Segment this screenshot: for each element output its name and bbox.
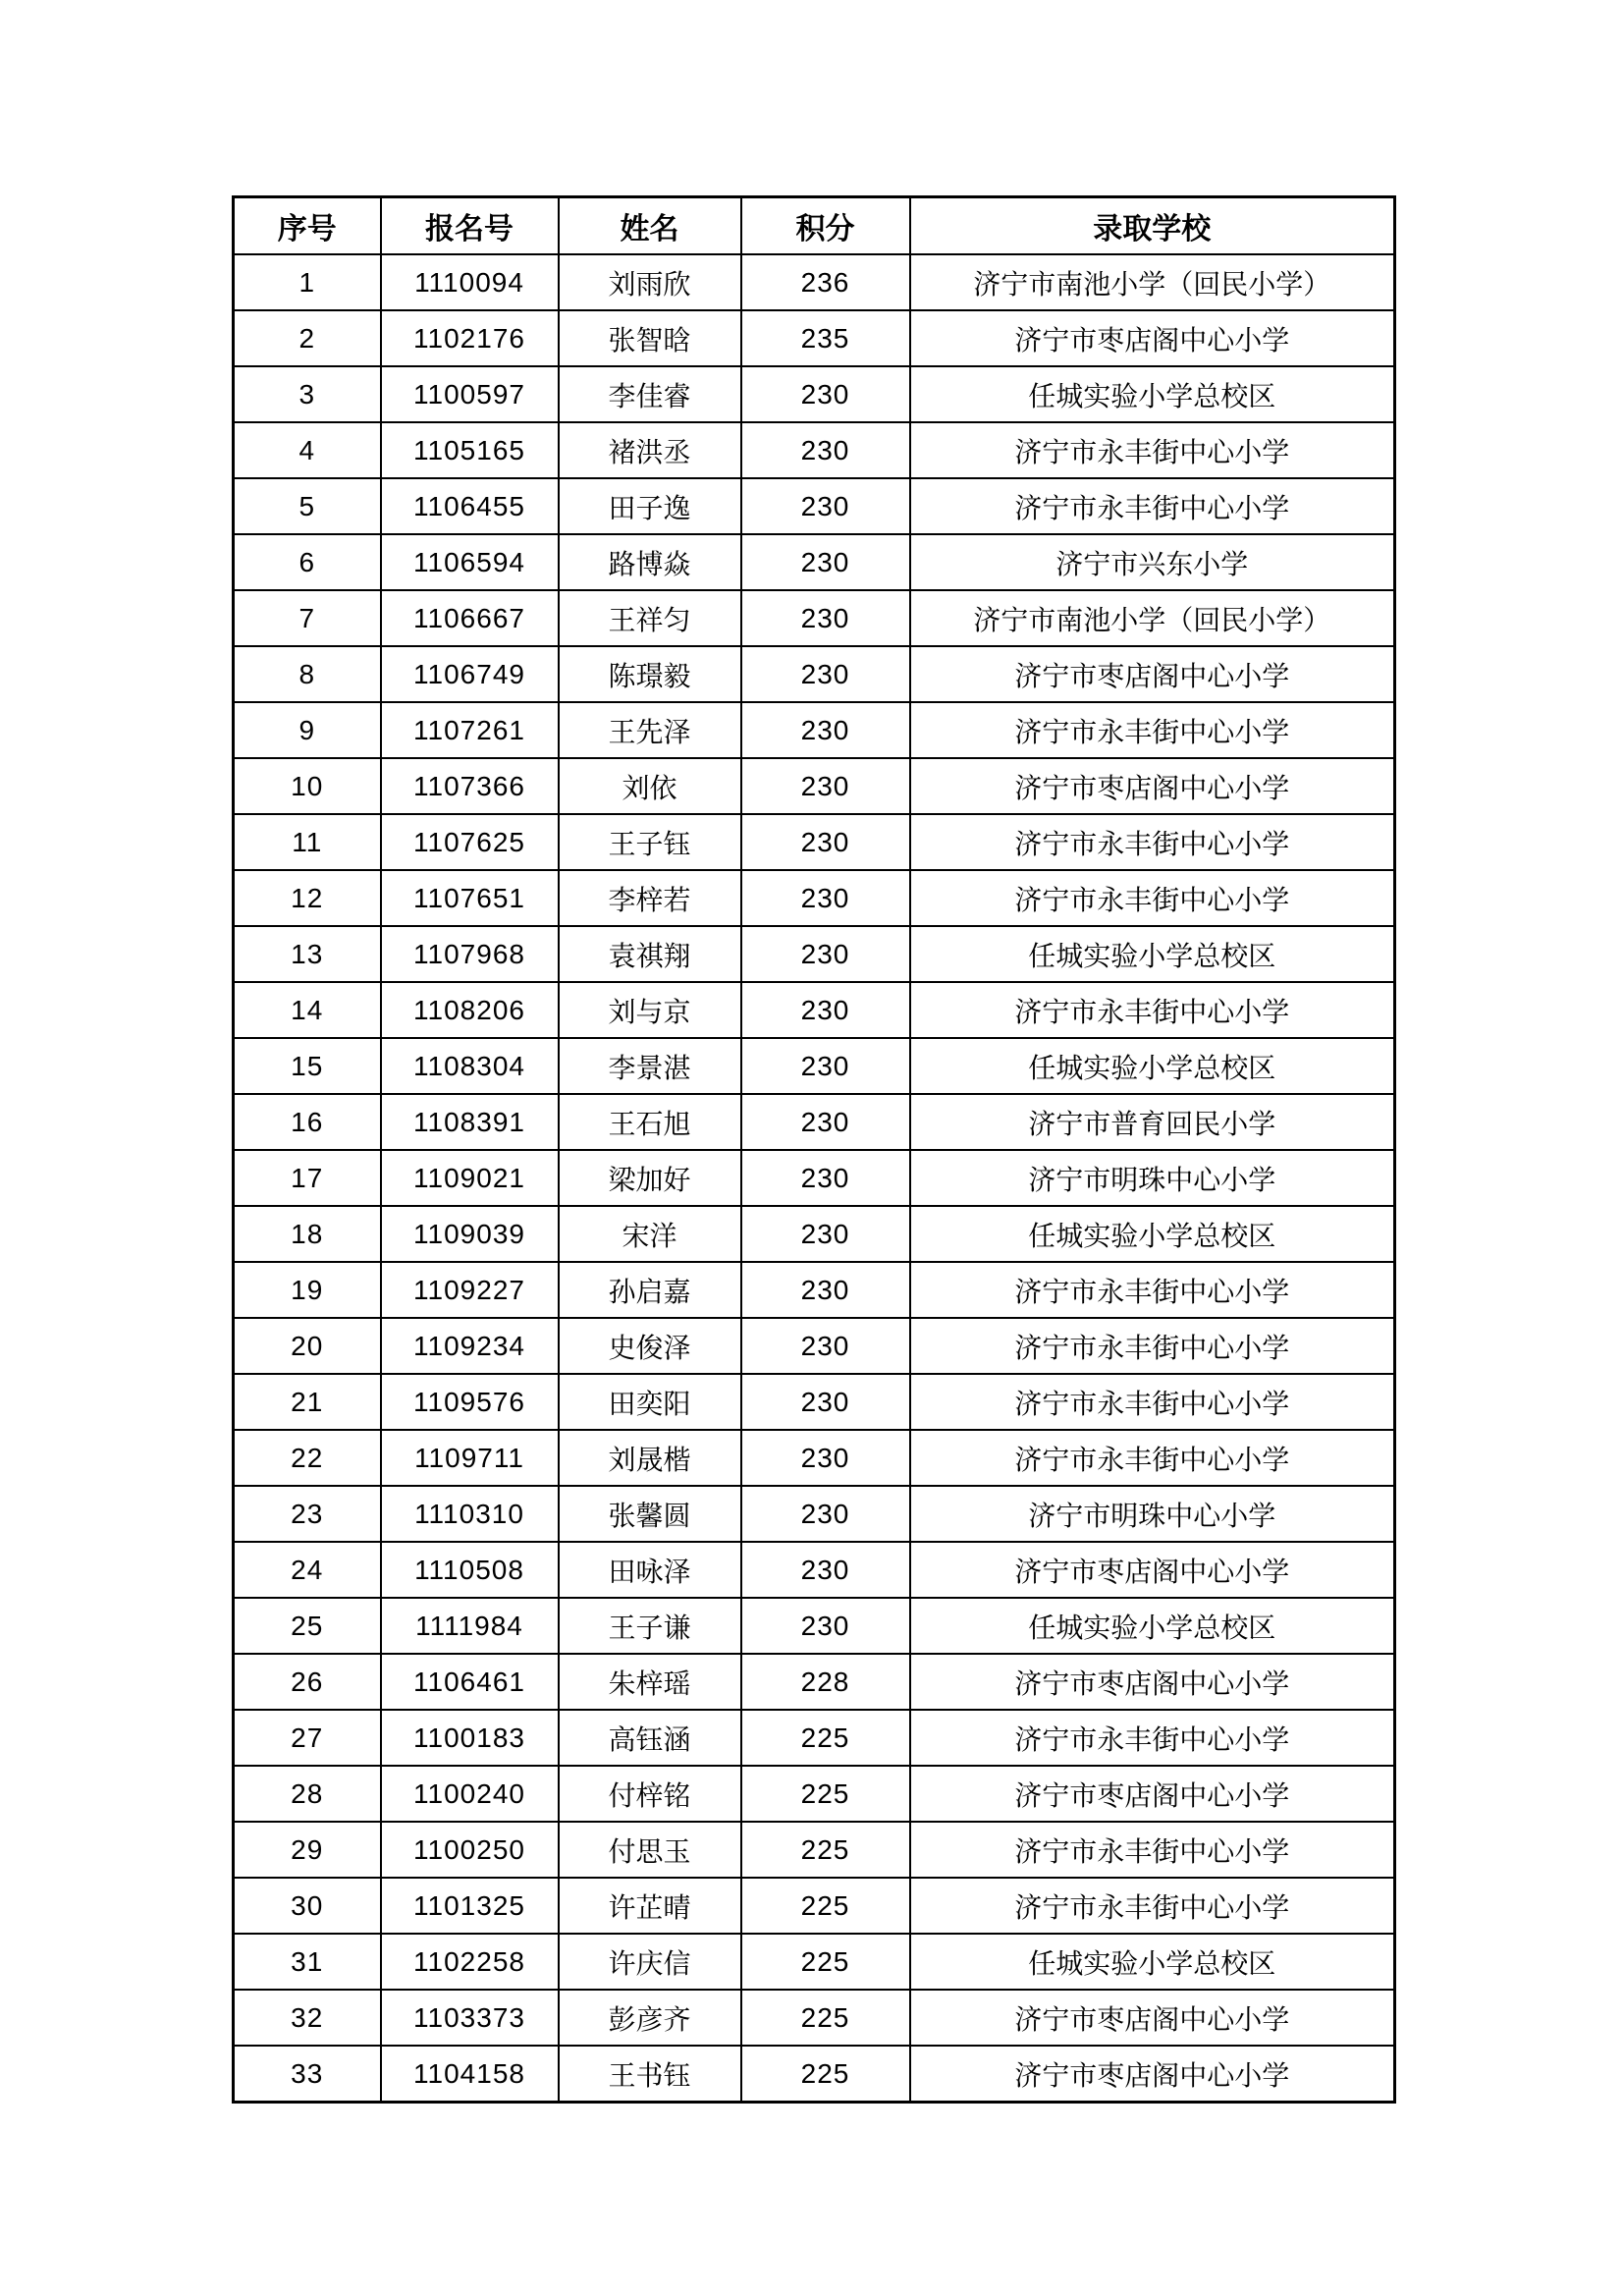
cell-index: 11 [234, 814, 381, 870]
cell-name: 田奕阳 [559, 1374, 741, 1430]
table-row [234, 1542, 1395, 1598]
cell-index: 12 [234, 870, 381, 926]
cell-index: 5 [234, 478, 381, 534]
cell-name: 王子钰 [559, 814, 741, 870]
cell-index: 27 [234, 1710, 381, 1766]
cell-score: 228 [741, 1654, 910, 1710]
table-row [234, 1822, 1395, 1878]
cell-name: 张馨圆 [559, 1486, 741, 1542]
cell-school: 济宁市永丰街中心小学 [910, 1262, 1395, 1318]
table-row [234, 590, 1395, 646]
cell-name: 李景湛 [559, 1038, 741, 1094]
cell-name: 孙启嘉 [559, 1262, 741, 1318]
cell-school: 任城实验小学总校区 [910, 1206, 1395, 1262]
cell-index: 31 [234, 1934, 381, 1990]
cell-name: 付思玉 [559, 1822, 741, 1878]
table-row [234, 982, 1395, 1038]
cell-school: 济宁市永丰街中心小学 [910, 702, 1395, 758]
cell-score: 230 [741, 982, 910, 1038]
cell-reg-no: 1102176 [381, 310, 559, 366]
table-row [234, 1878, 1395, 1934]
cell-index: 24 [234, 1542, 381, 1598]
cell-reg-no: 1107651 [381, 870, 559, 926]
cell-score: 230 [741, 1318, 910, 1374]
table-row [234, 1766, 1395, 1822]
table-row [234, 1262, 1395, 1318]
cell-index: 7 [234, 590, 381, 646]
cell-name: 李梓若 [559, 870, 741, 926]
cell-school: 任城实验小学总校区 [910, 1934, 1395, 1990]
cell-score: 225 [741, 1766, 910, 1822]
cell-score: 230 [741, 478, 910, 534]
cell-index: 14 [234, 982, 381, 1038]
cell-score: 230 [741, 926, 910, 982]
cell-index: 23 [234, 1486, 381, 1542]
table-row [234, 1038, 1395, 1094]
cell-school: 任城实验小学总校区 [910, 1038, 1395, 1094]
cell-name: 高钰涵 [559, 1710, 741, 1766]
cell-score: 230 [741, 590, 910, 646]
column-header-name: 姓名 [559, 197, 741, 255]
cell-name: 王先泽 [559, 702, 741, 758]
table-row [234, 422, 1395, 478]
cell-score: 225 [741, 2046, 910, 2103]
cell-name: 朱梓瑶 [559, 1654, 741, 1710]
cell-score: 225 [741, 1710, 910, 1766]
cell-index: 22 [234, 1430, 381, 1486]
cell-index: 30 [234, 1878, 381, 1934]
cell-score: 230 [741, 1542, 910, 1598]
cell-school: 济宁市永丰街中心小学 [910, 422, 1395, 478]
cell-reg-no: 1101325 [381, 1878, 559, 1934]
table-row [234, 2046, 1395, 2103]
cell-school: 济宁市枣店阁中心小学 [910, 2046, 1395, 2103]
table-row [234, 1374, 1395, 1430]
cell-index: 28 [234, 1766, 381, 1822]
cell-school: 济宁市普育回民小学 [910, 1094, 1395, 1150]
cell-index: 13 [234, 926, 381, 982]
table-row [234, 702, 1395, 758]
cell-score: 230 [741, 1430, 910, 1486]
cell-name: 李佳睿 [559, 366, 741, 422]
cell-index: 33 [234, 2046, 381, 2103]
cell-score: 230 [741, 814, 910, 870]
cell-reg-no: 1107366 [381, 758, 559, 814]
cell-name: 梁加好 [559, 1150, 741, 1206]
cell-school: 济宁市永丰街中心小学 [910, 1878, 1395, 1934]
table-row [234, 1654, 1395, 1710]
table-row [234, 926, 1395, 982]
cell-name: 褚洪丞 [559, 422, 741, 478]
cell-school: 任城实验小学总校区 [910, 1598, 1395, 1654]
table-row [234, 310, 1395, 366]
cell-score: 230 [741, 366, 910, 422]
cell-name: 袁祺翔 [559, 926, 741, 982]
cell-score: 230 [741, 422, 910, 478]
column-header-reg-no: 报名号 [381, 197, 559, 255]
cell-score: 230 [741, 1206, 910, 1262]
cell-name: 宋洋 [559, 1206, 741, 1262]
table-row [234, 478, 1395, 534]
cell-reg-no: 1110094 [381, 254, 559, 310]
cell-reg-no: 1107968 [381, 926, 559, 982]
cell-score: 230 [741, 1486, 910, 1542]
cell-school: 济宁市枣店阁中心小学 [910, 646, 1395, 702]
cell-reg-no: 1111984 [381, 1598, 559, 1654]
cell-reg-no: 1100597 [381, 366, 559, 422]
cell-reg-no: 1108304 [381, 1038, 559, 1094]
cell-score: 230 [741, 1038, 910, 1094]
cell-name: 史俊泽 [559, 1318, 741, 1374]
table-row [234, 870, 1395, 926]
cell-score: 230 [741, 1262, 910, 1318]
cell-reg-no: 1106461 [381, 1654, 559, 1710]
cell-name: 许芷晴 [559, 1878, 741, 1934]
cell-index: 19 [234, 1262, 381, 1318]
cell-school: 济宁市永丰街中心小学 [910, 1822, 1395, 1878]
cell-school: 济宁市枣店阁中心小学 [910, 310, 1395, 366]
cell-school: 济宁市枣店阁中心小学 [910, 1542, 1395, 1598]
cell-reg-no: 1106667 [381, 590, 559, 646]
cell-score: 225 [741, 1934, 910, 1990]
cell-score: 230 [741, 758, 910, 814]
cell-index: 4 [234, 422, 381, 478]
cell-school: 济宁市永丰街中心小学 [910, 1374, 1395, 1430]
cell-school: 济宁市南池小学（回民小学） [910, 590, 1395, 646]
cell-index: 25 [234, 1598, 381, 1654]
cell-reg-no: 1110508 [381, 1542, 559, 1598]
table-row [234, 366, 1395, 422]
cell-score: 230 [741, 534, 910, 590]
cell-school: 济宁市枣店阁中心小学 [910, 758, 1395, 814]
cell-name: 王书钰 [559, 2046, 741, 2103]
cell-school: 济宁市南池小学（回民小学） [910, 254, 1395, 310]
cell-score: 230 [741, 1150, 910, 1206]
cell-name: 陈璟毅 [559, 646, 741, 702]
cell-reg-no: 1100240 [381, 1766, 559, 1822]
table-row [234, 646, 1395, 702]
table-body [234, 254, 1395, 2103]
cell-school: 济宁市永丰街中心小学 [910, 1710, 1395, 1766]
cell-index: 26 [234, 1654, 381, 1710]
cell-score: 236 [741, 254, 910, 310]
cell-reg-no: 1107625 [381, 814, 559, 870]
cell-index: 6 [234, 534, 381, 590]
cell-score: 230 [741, 702, 910, 758]
cell-reg-no: 1100183 [381, 1710, 559, 1766]
cell-reg-no: 1106455 [381, 478, 559, 534]
table-row [234, 254, 1395, 310]
cell-reg-no: 1105165 [381, 422, 559, 478]
cell-reg-no: 1109227 [381, 1262, 559, 1318]
table-row [234, 1710, 1395, 1766]
cell-school: 济宁市枣店阁中心小学 [910, 1654, 1395, 1710]
cell-index: 3 [234, 366, 381, 422]
cell-index: 20 [234, 1318, 381, 1374]
cell-index: 10 [234, 758, 381, 814]
table-row [234, 1486, 1395, 1542]
table-row [234, 814, 1395, 870]
cell-reg-no: 1103373 [381, 1990, 559, 2046]
cell-reg-no: 1109039 [381, 1206, 559, 1262]
cell-score: 230 [741, 1094, 910, 1150]
cell-score: 225 [741, 1990, 910, 2046]
cell-score: 225 [741, 1878, 910, 1934]
cell-school: 济宁市枣店阁中心小学 [910, 1990, 1395, 2046]
cell-reg-no: 1100250 [381, 1822, 559, 1878]
cell-reg-no: 1109711 [381, 1430, 559, 1486]
cell-name: 刘依 [559, 758, 741, 814]
cell-reg-no: 1106594 [381, 534, 559, 590]
cell-reg-no: 1109576 [381, 1374, 559, 1430]
cell-name: 许庆信 [559, 1934, 741, 1990]
table-row [234, 1990, 1395, 2046]
cell-index: 1 [234, 254, 381, 310]
cell-reg-no: 1108206 [381, 982, 559, 1038]
cell-index: 18 [234, 1206, 381, 1262]
cell-score: 225 [741, 1822, 910, 1878]
table-row [234, 1206, 1395, 1262]
cell-school: 济宁市永丰街中心小学 [910, 814, 1395, 870]
cell-name: 王子谦 [559, 1598, 741, 1654]
admission-results-table [232, 195, 1396, 2104]
cell-score: 230 [741, 1598, 910, 1654]
cell-reg-no: 1108391 [381, 1094, 559, 1150]
cell-score: 235 [741, 310, 910, 366]
cell-school: 济宁市兴东小学 [910, 534, 1395, 590]
cell-index: 21 [234, 1374, 381, 1430]
column-header-index: 序号 [234, 197, 381, 255]
cell-school: 济宁市永丰街中心小学 [910, 1430, 1395, 1486]
table-row [234, 1150, 1395, 1206]
cell-reg-no: 1107261 [381, 702, 559, 758]
cell-index: 17 [234, 1150, 381, 1206]
cell-index: 8 [234, 646, 381, 702]
cell-name: 刘晟楷 [559, 1430, 741, 1486]
cell-index: 15 [234, 1038, 381, 1094]
table-row [234, 1934, 1395, 1990]
table-row [234, 1094, 1395, 1150]
cell-reg-no: 1104158 [381, 2046, 559, 2103]
table-row [234, 1430, 1395, 1486]
cell-school: 济宁市永丰街中心小学 [910, 982, 1395, 1038]
cell-name: 张智晗 [559, 310, 741, 366]
table-row [234, 758, 1395, 814]
cell-index: 9 [234, 702, 381, 758]
cell-name: 王石旭 [559, 1094, 741, 1150]
cell-school: 济宁市明珠中心小学 [910, 1150, 1395, 1206]
cell-name: 路博焱 [559, 534, 741, 590]
cell-name: 刘与京 [559, 982, 741, 1038]
cell-score: 230 [741, 1374, 910, 1430]
cell-index: 32 [234, 1990, 381, 2046]
cell-reg-no: 1109234 [381, 1318, 559, 1374]
cell-score: 230 [741, 870, 910, 926]
cell-reg-no: 1110310 [381, 1486, 559, 1542]
column-header-score: 积分 [741, 197, 910, 255]
cell-reg-no: 1106749 [381, 646, 559, 702]
cell-name: 王祥匀 [559, 590, 741, 646]
cell-school: 济宁市明珠中心小学 [910, 1486, 1395, 1542]
cell-name: 刘雨欣 [559, 254, 741, 310]
table-row [234, 1318, 1395, 1374]
table-row [234, 1598, 1395, 1654]
cell-school: 济宁市永丰街中心小学 [910, 870, 1395, 926]
cell-school: 任城实验小学总校区 [910, 366, 1395, 422]
cell-name: 彭彦齐 [559, 1990, 741, 2046]
cell-name: 田子逸 [559, 478, 741, 534]
cell-name: 田咏泽 [559, 1542, 741, 1598]
cell-score: 230 [741, 646, 910, 702]
cell-reg-no: 1102258 [381, 1934, 559, 1990]
cell-reg-no: 1109021 [381, 1150, 559, 1206]
cell-school: 济宁市枣店阁中心小学 [910, 1766, 1395, 1822]
column-header-school: 录取学校 [910, 197, 1395, 255]
cell-index: 2 [234, 310, 381, 366]
cell-school: 任城实验小学总校区 [910, 926, 1395, 982]
cell-index: 16 [234, 1094, 381, 1150]
cell-index: 29 [234, 1822, 381, 1878]
cell-name: 付梓铭 [559, 1766, 741, 1822]
header-row [234, 197, 1395, 255]
cell-school: 济宁市永丰街中心小学 [910, 1318, 1395, 1374]
cell-school: 济宁市永丰街中心小学 [910, 478, 1395, 534]
table-row [234, 534, 1395, 590]
